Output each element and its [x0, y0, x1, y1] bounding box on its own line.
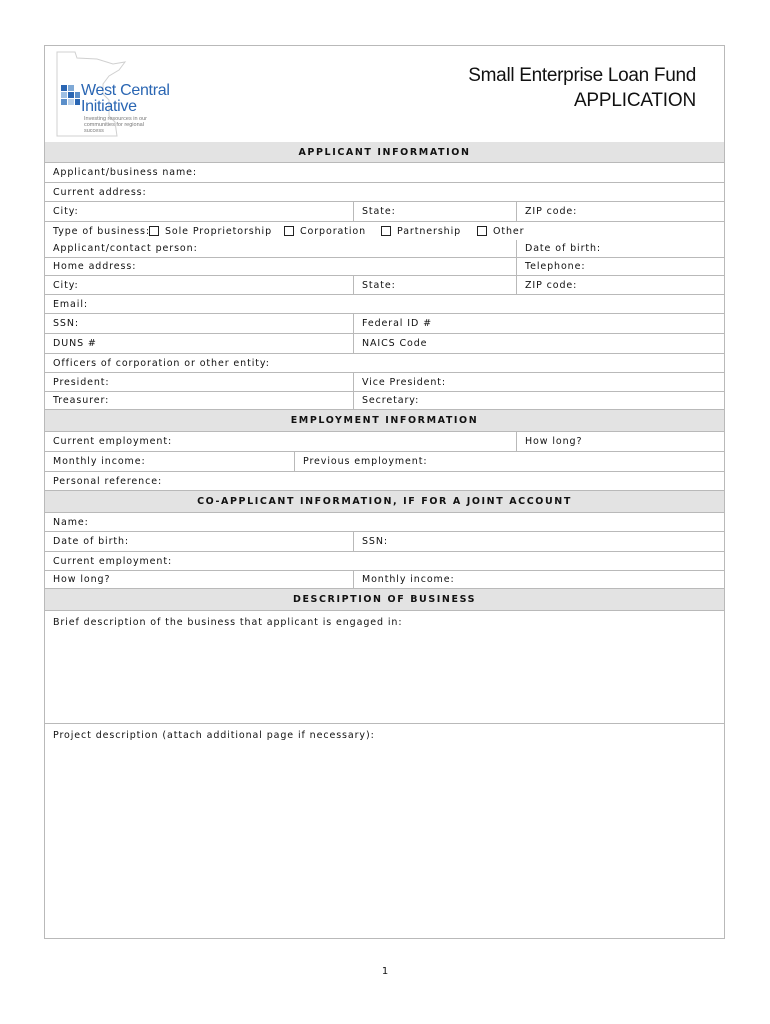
city-field-2[interactable]: City: [53, 279, 79, 291]
row-monthly-income [45, 452, 724, 472]
project-description-box[interactable] [45, 724, 724, 938]
row-coapp-dob [45, 532, 724, 552]
row-duns [45, 334, 724, 354]
section-employment [45, 410, 724, 432]
email-field[interactable]: Email: [53, 298, 88, 310]
business-type-label: Type of business: [53, 225, 150, 237]
checkbox-icon[interactable] [381, 226, 391, 236]
row-business-name [45, 163, 724, 183]
row-personal-reference [45, 472, 724, 491]
previous-employment-field[interactable]: Previous employment: [294, 452, 726, 471]
personal-reference-field[interactable]: Personal reference: [53, 475, 163, 487]
section-title: APPLICANT INFORMATION [298, 146, 471, 158]
option-partnership[interactable]: Partnership [381, 222, 461, 240]
org-name-line1: West Central [81, 82, 170, 99]
coapp-ssn-field[interactable]: SSN: [353, 532, 726, 551]
business-name-field[interactable]: Applicant/business name: [53, 167, 197, 178]
president-field[interactable]: President: [53, 376, 110, 388]
federal-id-field[interactable]: Federal ID # [353, 314, 726, 333]
org-tagline: Investing resources in our communities for regional success [84, 116, 147, 134]
zip-field[interactable]: ZIP code: [516, 202, 726, 221]
row-city-state-zip-2 [45, 276, 724, 295]
option-corporation[interactable]: Corporation [284, 222, 366, 240]
duns-field[interactable]: DUNS # [53, 338, 97, 349]
page-number: 1 [381, 966, 389, 977]
ssn-field[interactable]: SSN: [53, 318, 79, 329]
row-city-state-zip [45, 202, 724, 222]
coapp-monthly-income-field[interactable]: Monthly income: [353, 571, 726, 588]
city-field[interactable]: City: [53, 206, 79, 217]
row-email [45, 295, 724, 314]
org-name-line2: Initiative [81, 98, 137, 115]
coapp-dob-field[interactable]: Date of birth: [53, 536, 130, 547]
row-coapp-how-long [45, 571, 724, 589]
state-field[interactable]: State: [353, 202, 516, 221]
treasurer-field[interactable]: Treasurer: [53, 395, 110, 406]
row-coapp-name [45, 513, 724, 532]
row-current-employment [45, 432, 724, 452]
date-of-birth-field[interactable]: Date of birth: [516, 240, 726, 257]
checkbox-icon[interactable] [149, 226, 159, 236]
row-officers [45, 354, 724, 373]
section-title: EMPLOYMENT INFORMATION [290, 415, 479, 426]
row-contact-person [45, 240, 724, 258]
brief-description-box[interactable] [45, 611, 724, 724]
checkbox-icon[interactable] [477, 226, 487, 236]
project-description-label: Project description (attach additional page if necessary): [53, 730, 375, 741]
monthly-income-field[interactable]: Monthly income: [53, 456, 146, 467]
option-sole-proprietorship[interactable]: Sole Proprietorship [149, 222, 272, 240]
telephone-field[interactable]: Telephone: [516, 258, 726, 275]
mosaic-icon [61, 85, 80, 105]
row-treasurer [45, 392, 724, 410]
coapp-employment-field[interactable]: Current employment: [53, 555, 173, 567]
section-applicant [45, 142, 724, 163]
zip-field-2[interactable]: ZIP code: [516, 276, 726, 294]
checkbox-icon[interactable] [284, 226, 294, 236]
option-other[interactable]: Other [477, 222, 524, 240]
brief-description-label: Brief description of the business that applicant is engaged in: [53, 617, 403, 628]
form-title: Small Enterprise Loan Fund [468, 65, 696, 86]
officers-label: Officers of corporation or other entity: [53, 357, 270, 369]
section-business [45, 589, 724, 611]
current-address-field[interactable]: Current address: [53, 186, 147, 198]
coapp-how-long-field[interactable]: How long? [53, 574, 111, 585]
row-ssn [45, 314, 724, 334]
form-subtitle: APPLICATION [573, 90, 696, 111]
row-current-address [45, 183, 724, 202]
state-field-2[interactable]: State: [353, 276, 516, 294]
naics-field[interactable]: NAICS Code [353, 334, 726, 353]
coapp-name-field[interactable]: Name: [53, 516, 89, 528]
secretary-field[interactable]: Secretary: [353, 392, 726, 409]
row-home-address [45, 258, 724, 276]
vice-president-field[interactable]: Vice President: [353, 373, 726, 391]
contact-person-field[interactable]: Applicant/contact person: [53, 243, 198, 254]
row-business-type [45, 222, 724, 240]
form-frame [44, 45, 725, 939]
section-title: CO-APPLICANT INFORMATION, IF FOR A JOINT ACCOUNT [197, 496, 572, 507]
current-employment-field[interactable]: Current employment: [53, 436, 173, 447]
section-title: DESCRIPTION OF BUSINESS [292, 594, 477, 605]
form-header [45, 46, 724, 143]
row-president [45, 373, 724, 392]
section-coapplicant [45, 491, 724, 513]
organization-logo [53, 50, 183, 138]
how-long-field[interactable]: How long? [516, 432, 726, 451]
home-address-field[interactable]: Home address: [53, 261, 137, 272]
row-coapp-employment [45, 552, 724, 571]
